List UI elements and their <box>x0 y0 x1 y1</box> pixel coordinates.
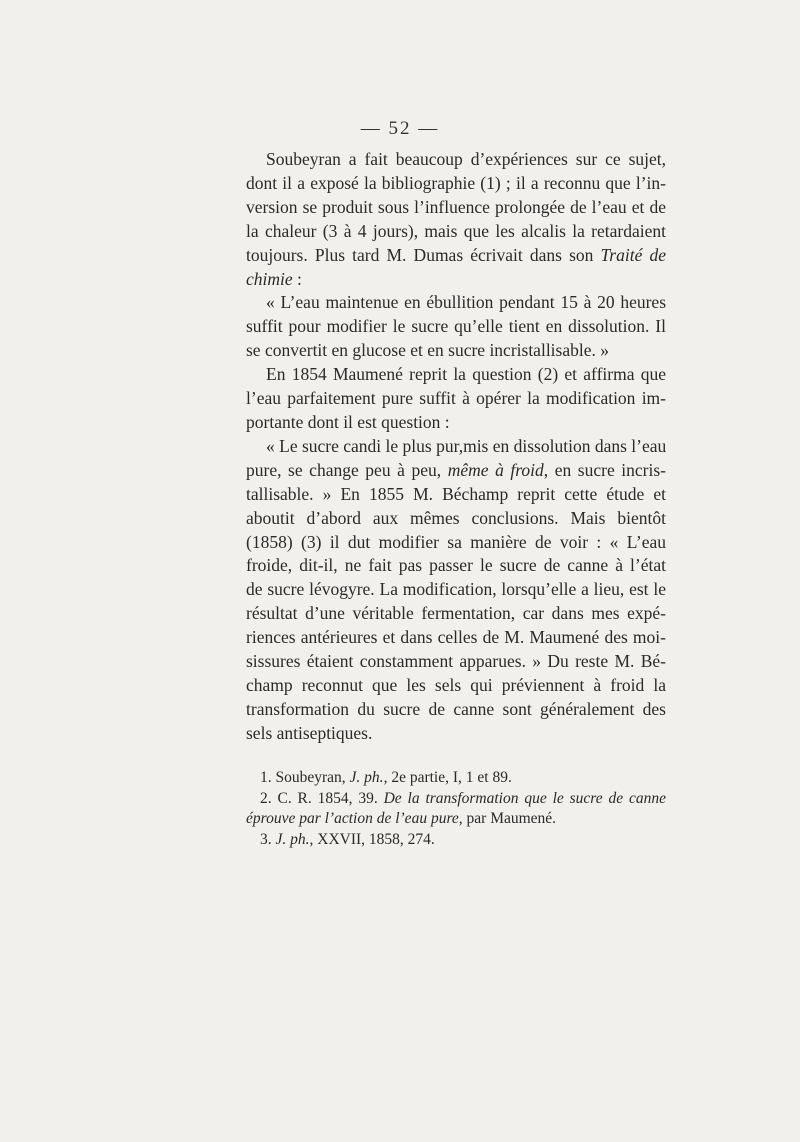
text-line: « Le sucre candi le plus pur,mis en dissolution dans l’eau <box>266 435 667 456</box>
footnote-1: 1. Soubeyran, J. ph., 2e partie, I, 1 et 89. <box>260 769 512 786</box>
paragraph-1 <box>246 148 666 291</box>
text-line: suffit pour modifier le sucre qu’elle tient en dissolution. Il <box>246 316 666 337</box>
text-line: la chaleur (3 à 4 jours), mais que les alcalis la retardaient <box>246 220 666 241</box>
paragraph-2 <box>246 291 666 363</box>
text-line: champ reconnut que les sels qui préviennent à froid la <box>246 674 666 695</box>
footnote-2-continued: éprouve par l’action de l’eau pure, par Maumené. <box>246 810 557 827</box>
text-line: de sucre lévogyre. La modification, lorsqu’elle a lieu, est le <box>246 579 666 600</box>
text-line: transformation du sucre de canne sont généralement des <box>246 698 666 719</box>
text-line: l’eau parfaitement pure suffit à opérer la modification im- <box>246 388 666 409</box>
body-text <box>246 148 666 746</box>
text-line: « L’eau maintenue en ébullition pendant 15 à 20 heures <box>266 292 666 313</box>
text-line: résultat d’une véritable fermentation, car dans mes expé- <box>246 603 666 624</box>
text-line: En 1854 Maumené reprit la question (2) et affirma que <box>266 364 666 385</box>
text-line: toujours. Plus tard M. Dumas écrivait dans son Traité de <box>246 244 666 265</box>
paragraph-4 <box>246 435 666 746</box>
footnote-3: 3. J. ph., XXVII, 1858, 274. <box>260 830 435 848</box>
text-line: (1858) (3) il dut modifier sa manière de voir : « L’eau <box>246 531 666 552</box>
text-line: chimie : <box>246 268 302 289</box>
footnote-2: 2. C. R. 1854, 39. De la transformation que le sucre de canne <box>260 789 666 807</box>
text-line: sels antiseptiques. <box>246 722 373 743</box>
text-line: tallisable. » En 1855 M. Béchamp reprit cette étude et <box>246 483 666 504</box>
text-line: riences antérieures et dans celles de M. Maumené des moi- <box>246 627 666 648</box>
text-line: aboutit d’abord aux mêmes conclusions. Mais bientôt <box>246 507 666 528</box>
text-line: se convertit en glucose et en sucre incristallisable. » <box>246 340 609 361</box>
text-line: pure, se change peu à peu, même à froid, en sucre incris- <box>246 459 667 480</box>
text-line: sissures étaient constamment apparues. » Du reste M. Bé- <box>246 651 666 672</box>
text-line: froide, dit-il, ne fait pas passer le sucre de canne à l’état <box>246 555 666 576</box>
page-number: — 52 — <box>360 118 440 139</box>
text-line: portante dont il est question : <box>246 411 450 432</box>
text-line: version se produit sous l’influence prolongée de l’eau et de <box>246 196 666 217</box>
text-line: Soubeyran a fait beaucoup d’expériences sur ce sujet, <box>266 149 666 169</box>
text-line: dont il a exposé la bibliographie (1) ; il a reconnu que l’in- <box>246 172 666 193</box>
footnotes <box>246 768 666 850</box>
paragraph-3 <box>246 363 666 435</box>
